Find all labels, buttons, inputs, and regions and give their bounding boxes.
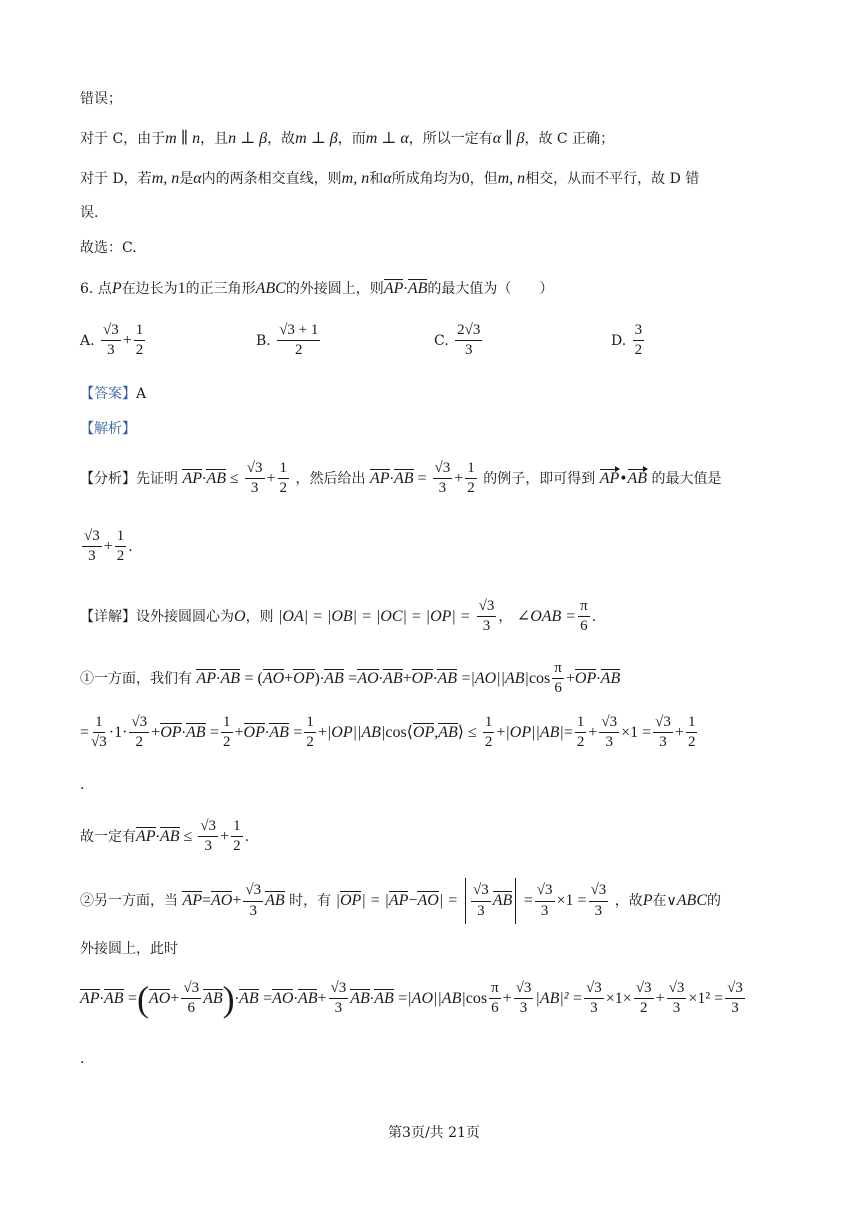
xiangjie-line: 【详解】设外接圆圆心为O，则 |OA| = |OB| = |OC| = |OP| = $\frac{√3}{3}$ ， ∠OAB = $\frac{\pi}{6}$ . [80, 598, 597, 635]
text-line-5: 故选：C. [80, 240, 137, 256]
step2-line1: ②另一方面，当 AP=AO+ $\frac{√3}{3}$ AB 时，有 |OP| = |AP−AO| = $\frac{√3}{3}$ AB = $\frac{√3}{3}$ ×1 = $\frac{√3}{3}$ ，故P在∨ABC的 [80, 878, 721, 924]
analysis-tag: 【解析】 [80, 421, 136, 437]
step1-line2: = $\frac{1}{√3}$ ·1· $\frac{√3}{2}$ +OP·AB = $\frac{1}{2}$ +OP·AB = $\frac{1}{2}$ +|OP||AB|cos⟨OP,AB⟩ ≤ $\frac{1}{2}$ +|OP||AB|= $\frac{1}{2}$ + $\frac{√3}{3}$ ×1 = $\frac{√3}{3}$ + $\frac{1}{2}$ [80, 714, 696, 751]
page-footer: 第3页/共 21页 [388, 1125, 480, 1141]
step2-line2: 外接圆上，此时 [80, 941, 178, 957]
option-a: A. $\frac{√3}{3}$ + $\frac{1}{2}$ [80, 322, 144, 359]
option-c: C. $\frac{2√3}{3}$ [434, 322, 481, 359]
text-line-3: 对于 D，若m, n是α内的两条相交直线，则m, n和α所成角均为0，但m, n相交，从而不平行，故 D 错 [80, 170, 700, 187]
step1-line1: ①一方面，我们有 AP·AB = (AO+OP)·AB =AO·AB+OP·AB =|AO||AB|cos $\frac{\pi}{6}$ +OP·AB [80, 660, 621, 697]
fenxi-line: 【分析】先证明 AP·AB ≤ $\frac{√3}{3}$ + $\frac{1}{2}$ ，然后给出 AP·AB = $\frac{√3}{3}$ + $\frac{1}{2}$ 的例子，即可得到 AP•AB 的最大值是 [80, 460, 722, 497]
option-d: D. $\frac{3}{2}$ [611, 322, 643, 359]
answer-line: 【答案】A [80, 386, 147, 402]
step1-period: . [80, 777, 85, 793]
option-b: B. $\frac{√3 + 1}{2}$ [256, 322, 319, 359]
step2-period: . [80, 1051, 85, 1067]
fenxi-result: $\frac{√3}{3}$ + $\frac{1}{2}$ . [84, 528, 133, 565]
conclusion-line: 故一定有AP·AB ≤ $\frac{√3}{3}$ + $\frac{1}{2}$ . [80, 818, 250, 855]
step2-line3: AP·AB =(AO+ $\frac{√3}{6}$ AB)·AB =AO·AB+ $\frac{√3}{3}$ AB·AB =|AO||AB|cos $\frac{\pi}{6}$ + $\frac{√3}{3}$ |AB|² = $\frac{√3}{3}$ ×1× $\frac{√3}{2}$ + $\frac{√3}{3}$ ×1² = $\frac{√3}{3}$ [80, 978, 743, 1019]
question-6-stem: 6. 点P在边长为1的正三角形ABC的外接圆上，则AP·AB的最大值为（ ） [80, 280, 554, 297]
text-line-1: 错误； [80, 91, 122, 107]
text-line-4: 误. [80, 205, 99, 221]
text-line-2: 对于 C，由于m ∥ n，且n ⊥ β，故m ⊥ β，而m ⊥ α，所以一定有α ∥ β，故 C 正确； [80, 130, 615, 147]
